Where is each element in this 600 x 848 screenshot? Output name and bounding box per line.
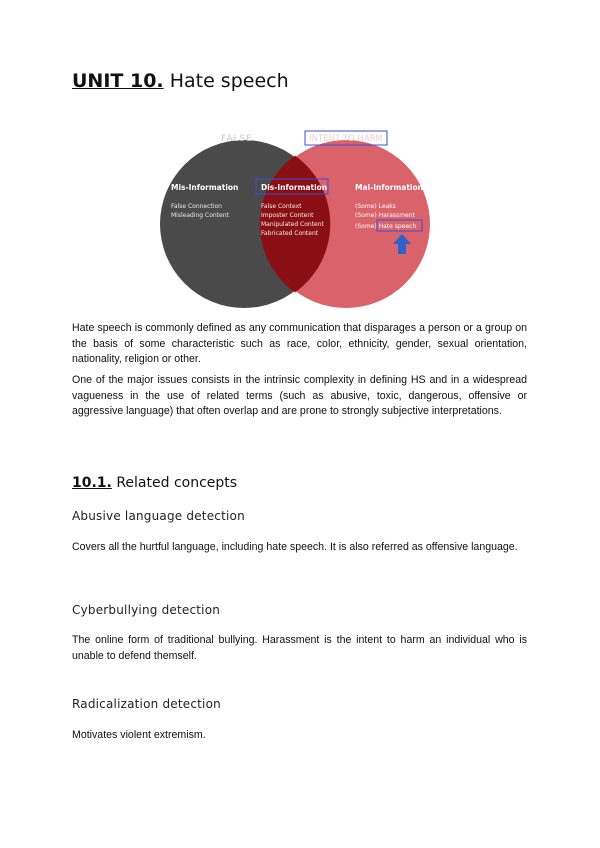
malinformation-item: (Some) Harassment	[355, 212, 415, 219]
misinformation-item: Misleading Content	[171, 212, 229, 219]
malinformation-item: (Some) Leaks	[355, 203, 396, 210]
section-number: 10.1.	[72, 475, 112, 491]
abusive-language-text: Covers all the hurtful language, including hate speech. It is also referred as offensive language.	[72, 541, 518, 553]
radicalization-heading: Radicalization detection	[72, 697, 221, 711]
abusive-language-heading: Abusive language detection	[72, 509, 245, 523]
disinformation-item: Manipulated Content	[261, 221, 324, 228]
intent-to-harm-label: INTENT TO HARM	[309, 134, 383, 144]
disinformation-item: Fabricated Content	[261, 230, 319, 237]
unit-title-text: Hate speech	[169, 70, 289, 92]
issues-paragraph: One of the major issues consists in the intrinsic complexity in defining HS and in a widespread vagueness in the use of related terms (such as abusive, toxic, dangerous, offensive or aggressive language) that often overlap and are prone to strongly subjective interpretations.	[72, 374, 527, 418]
section-title	[72, 475, 237, 491]
unit-title	[72, 70, 289, 92]
information-disorder-venn-diagram	[150, 122, 450, 310]
misinformation-item: False Connection	[171, 203, 222, 210]
disinformation-item: Imposter Content	[261, 212, 314, 219]
disinformation-title: Dis-Information	[261, 183, 328, 192]
disinformation-item: False Context	[261, 203, 302, 210]
unit-number: UNIT 10.	[72, 70, 164, 92]
section-title-text: Related concepts	[116, 475, 238, 491]
misinformation-title: Mis-Information	[171, 183, 239, 192]
definition-paragraph: Hate speech is commonly defined as any communication that disparages a person or a group on the basis of some characteristic such as race, color, ethnicity, gender, sexual orientation, nationality, religion or other.	[72, 322, 527, 366]
malinformation-title: Mal-Information	[355, 183, 423, 192]
cyberbullying-heading: Cyberbullying detection	[72, 603, 221, 617]
cyberbullying-text: The online form of traditional bullying. Harassment is the intent to harm an individual who is unable to defend themself.	[72, 634, 527, 662]
malinformation-item: (Some) Hate speech	[355, 223, 417, 230]
false-label: FALSE	[221, 134, 253, 144]
radicalization-text: Motivates violent extremism.	[72, 729, 206, 741]
